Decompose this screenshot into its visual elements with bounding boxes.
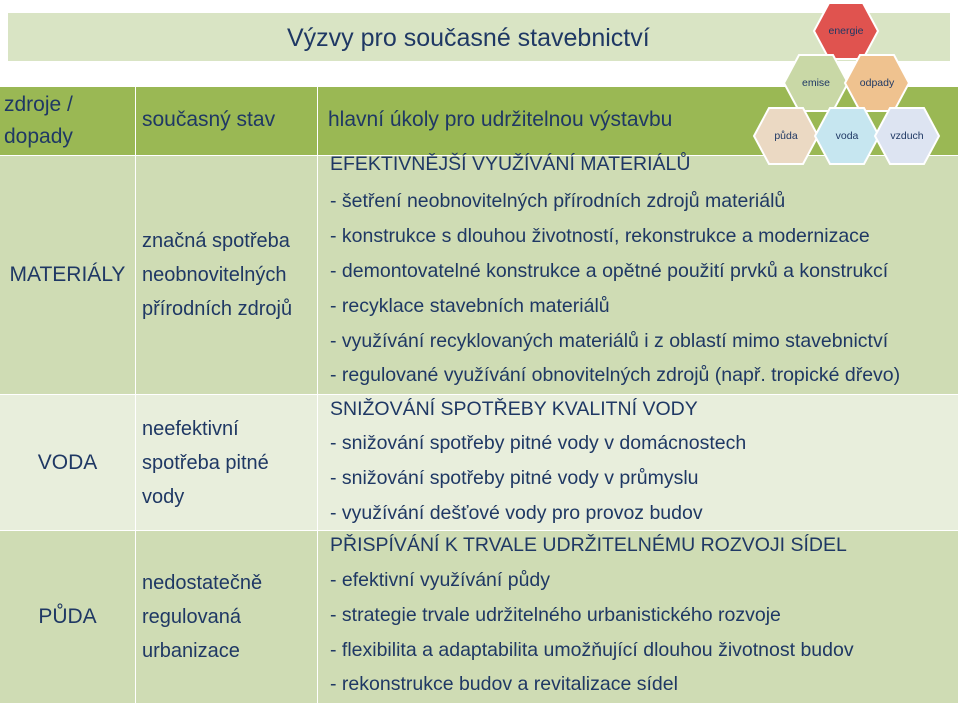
task-item: - snižování spotřeby pitné vody v průmyslu xyxy=(330,467,699,489)
row-materialy-label-cell xyxy=(0,156,135,394)
hexagon-voda: voda xyxy=(813,106,881,166)
state-line: vody xyxy=(142,485,185,508)
section-heading-puda: PŘISPÍVÁNÍ K TRVALE UDRŽITELNÉMU ROZVOJI SÍDEL xyxy=(330,534,847,556)
row-voda-state-cell xyxy=(136,395,317,530)
task-item: - regulované využívání obnovitelných zdrojů (např. tropické dřevo) xyxy=(330,364,901,386)
task-item: - rekonstrukce budov a revitalizace sídel xyxy=(330,673,678,695)
row-materialy-label: MATERIÁLY xyxy=(9,263,126,286)
task-item: - konstrukce s dlouhou životností, rekonstrukce a modernizace xyxy=(330,225,870,247)
state-line: regulovaná xyxy=(142,606,241,628)
task-item: - využívání dešťové vody pro provoz budov xyxy=(330,502,703,524)
section-heading-materialy: EFEKTIVNĚJŠÍ VYUŽÍVÁNÍ MATERIÁLŮ xyxy=(330,153,691,175)
task-item: - recyklace stavebních materiálů xyxy=(330,295,610,317)
hexagon-vzduch: vzduch xyxy=(873,106,941,166)
row-puda-state-cell xyxy=(136,531,317,703)
hexagon-odpady: odpady xyxy=(843,53,911,113)
state-line: nedostatečně xyxy=(142,572,263,594)
state-line: neefektivní xyxy=(142,417,239,440)
task-item: - šetření neobnovitelných přírodních zdrojů materiálů xyxy=(330,190,786,212)
header-resources-label: zdroje / dopady xyxy=(4,93,73,148)
hexagon-emise: emise xyxy=(782,53,850,113)
state-line: neobnovitelných xyxy=(142,264,287,286)
row-materialy-state-cell xyxy=(136,156,317,394)
state-line: spotřeba pitné xyxy=(142,451,269,474)
row-puda-label: PŮDA xyxy=(38,605,97,628)
section-heading-voda: SNIŽOVÁNÍ SPOTŘEBY KVALITNÍ VODY xyxy=(330,398,698,420)
row-voda-label: VODA xyxy=(37,450,98,474)
hexagon-energie: energie xyxy=(812,1,880,61)
task-item: - flexibilita a adaptabilita umožňující dlouhou životnost budov xyxy=(330,639,854,661)
task-item: - strategie trvale udržitelného urbanistického rozvoje xyxy=(330,604,781,626)
task-item: - využívání recyklovaných materiálů i z oblastí mimo stavebnictví xyxy=(330,330,889,352)
page-title-text: Výzvy pro současné stavebnictví xyxy=(287,24,650,52)
header-state-label: současný stav xyxy=(142,108,276,131)
task-item: - efektivní využívání půdy xyxy=(330,569,551,591)
state-line: urbanizace xyxy=(142,640,240,662)
hexagon-puda: půda xyxy=(752,106,820,166)
task-item: - demontovatelné konstrukce a opětné použití prvků a konstrukcí xyxy=(330,260,889,282)
header-tasks-label: hlavní úkoly pro udržitelnou výstavbu xyxy=(328,108,673,131)
task-item: - snižování spotřeby pitné vody v domácnostech xyxy=(330,432,747,454)
row-puda-label-cell xyxy=(0,531,135,703)
row-voda-label-cell xyxy=(0,395,135,530)
state-line: přírodních zdrojů xyxy=(142,298,293,320)
state-line: značná spotřeba xyxy=(142,230,290,252)
